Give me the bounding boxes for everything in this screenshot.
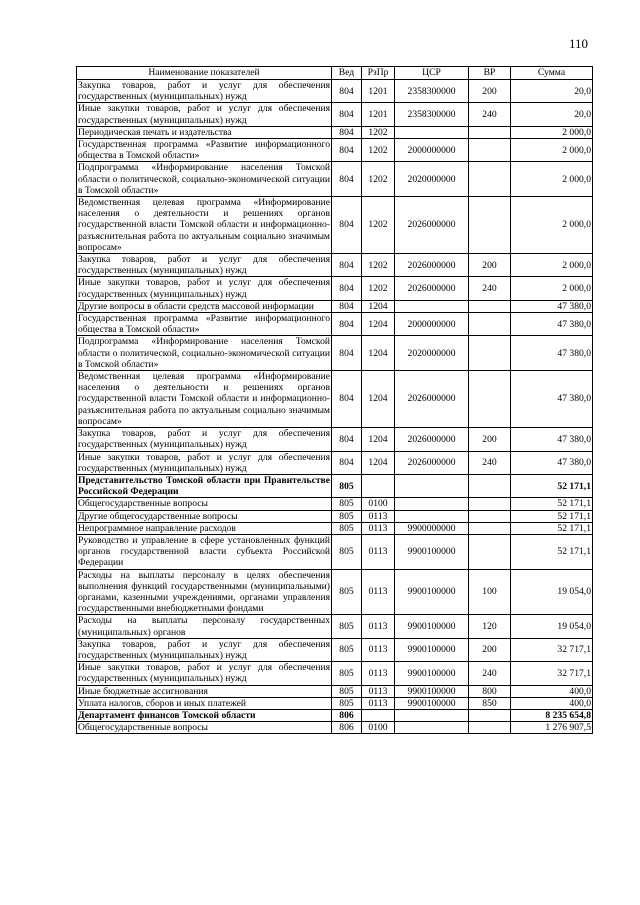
row-sum: 400,0	[511, 697, 593, 709]
row-sum: 47 380,0	[511, 451, 593, 474]
row-sum: 2 000,0	[511, 139, 593, 162]
table-row	[77, 615, 593, 638]
header-name: Наименование показателей	[77, 67, 332, 80]
row-sum: 20,0	[511, 103, 593, 126]
table-row	[77, 522, 593, 534]
row-csr	[395, 126, 469, 138]
row-vr: 200	[469, 254, 511, 277]
table-row	[77, 474, 593, 497]
table-row	[77, 428, 593, 451]
row-sum: 2 000,0	[511, 254, 593, 277]
row-sum: 47 380,0	[511, 300, 593, 312]
row-ved: 804	[332, 126, 362, 138]
row-sum: 2 000,0	[511, 162, 593, 197]
table-body	[77, 80, 593, 734]
row-ved: 804	[332, 371, 362, 428]
row-ved: 804	[332, 428, 362, 451]
row-csr: 9900100000	[395, 638, 469, 661]
row-rzpr: 0113	[362, 569, 395, 615]
row-ved: 805	[332, 498, 362, 510]
row-vr	[469, 313, 511, 336]
row-vr	[469, 498, 511, 510]
row-csr: 2020000000	[395, 336, 469, 371]
row-rzpr: 1204	[362, 336, 395, 371]
row-name: Закупка товаров, работ и услуг для обеспечения государственных (муниципальных) нужд	[78, 428, 330, 451]
row-vr	[469, 139, 511, 162]
row-name: Иные бюджетные ассигнования	[77, 685, 332, 697]
row-csr: 2026000000	[395, 428, 469, 451]
table-row	[77, 510, 593, 522]
row-vr	[469, 197, 511, 254]
row-vr: 240	[469, 662, 511, 685]
row-ved: 804	[332, 277, 362, 300]
row-rzpr: 1204	[362, 371, 395, 428]
table-row	[77, 638, 593, 661]
row-vr	[469, 336, 511, 371]
row-name: Расходы на выплаты персоналу государственных (муниципальных) органов	[78, 615, 330, 638]
row-name: Закупка товаров, работ и услуг для обеспечения государственных (муниципальных) нужд	[78, 254, 330, 277]
row-name: Иные закупки товаров, работ и услуг для обеспечения государственных (муниципальных) нужд	[78, 662, 330, 685]
row-csr: 9900100000	[395, 534, 469, 569]
row-rzpr: 0100	[362, 498, 395, 510]
table-row	[77, 697, 593, 709]
row-ved: 805	[332, 615, 362, 638]
row-sum: 32 717,1	[511, 638, 593, 661]
row-name: Расходы на выплаты персоналу в целях обеспечения выполнения функций государственными (муниципальными) органами, казенными учреждениями, органами управления государственными внебюджетными фондами	[78, 569, 330, 615]
row-csr: 9900100000	[395, 615, 469, 638]
table-row	[77, 722, 593, 734]
row-sum: 400,0	[511, 685, 593, 697]
row-name: Общегосударственные вопросы	[77, 722, 332, 734]
row-rzpr: 1202	[362, 139, 395, 162]
row-ved: 804	[332, 254, 362, 277]
row-rzpr	[362, 474, 395, 497]
row-csr	[395, 498, 469, 510]
row-rzpr: 1204	[362, 300, 395, 312]
table-row	[77, 685, 593, 697]
row-ved: 805	[332, 569, 362, 615]
row-csr: 2026000000	[395, 371, 469, 428]
row-ved: 806	[332, 709, 362, 721]
row-ved: 805	[332, 697, 362, 709]
row-rzpr: 1201	[362, 103, 395, 126]
row-vr: 850	[469, 697, 511, 709]
row-ved: 804	[332, 336, 362, 371]
table-row	[77, 534, 593, 569]
row-ved: 805	[332, 522, 362, 534]
row-vr	[469, 722, 511, 734]
row-vr: 120	[469, 615, 511, 638]
row-sum: 2 000,0	[511, 277, 593, 300]
header-csr: ЦСР	[395, 67, 469, 80]
row-sum: 20,0	[511, 80, 593, 103]
row-ved: 805	[332, 474, 362, 497]
row-csr	[395, 300, 469, 312]
table-row	[77, 336, 593, 371]
row-name: Закупка товаров, работ и услуг для обеспечения государственных (муниципальных) нужд	[78, 80, 330, 103]
header-vr: ВР	[469, 67, 511, 80]
budget-table	[76, 66, 593, 734]
table-row	[77, 451, 593, 474]
row-name: Другие общегосударственные вопросы	[77, 510, 332, 522]
row-sum: 8 235 654,8	[511, 709, 593, 721]
row-rzpr: 1202	[362, 126, 395, 138]
row-name: Департамент финансов Томской области	[77, 709, 332, 721]
row-vr: 240	[469, 451, 511, 474]
row-rzpr: 0113	[362, 662, 395, 685]
row-csr: 9900100000	[395, 662, 469, 685]
row-sum: 19 054,0	[511, 569, 593, 615]
row-ved: 804	[332, 313, 362, 336]
row-rzpr: 1204	[362, 451, 395, 474]
row-vr	[469, 510, 511, 522]
table-row	[77, 709, 593, 721]
row-rzpr: 0113	[362, 510, 395, 522]
table-row	[77, 103, 593, 126]
row-csr: 9900000000	[395, 522, 469, 534]
table-row	[77, 313, 593, 336]
row-ved: 804	[332, 300, 362, 312]
row-sum: 1 276 907,5	[511, 722, 593, 734]
row-name: Подпрограмма «Информирование населения Томской области о политической, социально-экономической ситуации в Томской области»	[78, 162, 330, 196]
row-sum: 52 171,1	[511, 510, 593, 522]
row-vr: 100	[469, 569, 511, 615]
row-name: Руководство и управление в сфере установленных функций органов государственной власти субъекта Российской Федерации	[78, 534, 330, 569]
row-ved: 805	[332, 534, 362, 569]
row-rzpr: 1204	[362, 313, 395, 336]
table-row	[77, 139, 593, 162]
row-csr: 2358300000	[395, 103, 469, 126]
table-row	[77, 371, 593, 428]
row-vr	[469, 709, 511, 721]
row-csr: 2026000000	[395, 277, 469, 300]
row-csr: 2020000000	[395, 162, 469, 197]
table-row	[77, 162, 593, 197]
table-header-row	[77, 67, 593, 80]
header-ved: Вед	[332, 67, 362, 80]
row-csr	[395, 722, 469, 734]
row-ved: 806	[332, 722, 362, 734]
table-row	[77, 80, 593, 103]
row-ved: 804	[332, 103, 362, 126]
row-rzpr: 1202	[362, 162, 395, 197]
header-sum: Сумма	[511, 67, 593, 80]
row-vr	[469, 300, 511, 312]
row-ved: 805	[332, 510, 362, 522]
row-ved: 805	[332, 685, 362, 697]
row-rzpr: 0113	[362, 638, 395, 661]
row-name: Ведомственная целевая программа «Информирование населения о деятельности и решениях органов государственной власти Томской области и информационно-разъяснительная работа по актуальным социально значимым вопросам»	[78, 197, 330, 253]
row-csr: 2026000000	[395, 451, 469, 474]
row-sum: 52 171,1	[511, 534, 593, 569]
table-row	[77, 300, 593, 312]
row-name: Представительство Томской области при Правительстве Российской Федерации	[78, 474, 330, 498]
row-rzpr: 1201	[362, 80, 395, 103]
page-number: 110	[568, 36, 588, 51]
row-vr: 240	[469, 277, 511, 300]
row-name: Иные закупки товаров, работ и услуг для обеспечения государственных (муниципальных) нужд	[78, 277, 330, 300]
row-name: Общегосударственные вопросы	[77, 498, 332, 510]
row-name: Другие вопросы в области средств массовой информации	[77, 300, 332, 312]
table-row	[77, 126, 593, 138]
row-name: Ведомственная целевая программа «Информирование населения о деятельности и решениях органов государственной власти Томской области и информационно-разъяснительная работа по актуальным социально значимым вопросам»	[78, 371, 330, 427]
row-csr: 9900100000	[395, 697, 469, 709]
row-csr: 9900100000	[395, 569, 469, 615]
row-sum: 2 000,0	[511, 126, 593, 138]
row-name: Уплата налогов, сборов и иных платежей	[77, 697, 332, 709]
row-vr: 200	[469, 80, 511, 103]
row-vr: 200	[469, 638, 511, 661]
row-sum: 47 380,0	[511, 428, 593, 451]
row-csr	[395, 474, 469, 497]
row-name: Государственная программа «Развитие информационного общества в Томской области»	[78, 313, 330, 336]
row-csr	[395, 510, 469, 522]
row-sum: 52 171,1	[511, 522, 593, 534]
table-row	[77, 498, 593, 510]
row-ved: 804	[332, 197, 362, 254]
row-ved: 804	[332, 451, 362, 474]
row-vr	[469, 522, 511, 534]
row-sum: 47 380,0	[511, 371, 593, 428]
row-sum: 19 054,0	[511, 615, 593, 638]
row-rzpr: 0113	[362, 685, 395, 697]
row-rzpr: 0100	[362, 722, 395, 734]
row-rzpr	[362, 709, 395, 721]
table-row	[77, 197, 593, 254]
row-sum: 47 380,0	[511, 336, 593, 371]
row-vr	[469, 534, 511, 569]
row-name: Непрограммное направление расходов	[77, 522, 332, 534]
header-rzpr: РзПр	[362, 67, 395, 80]
row-vr: 800	[469, 685, 511, 697]
row-sum: 2 000,0	[511, 197, 593, 254]
row-sum: 52 171,1	[511, 474, 593, 497]
row-vr	[469, 371, 511, 428]
row-ved: 804	[332, 162, 362, 197]
row-csr: 2026000000	[395, 197, 469, 254]
row-vr: 240	[469, 103, 511, 126]
row-sum: 52 171,1	[511, 498, 593, 510]
row-vr	[469, 126, 511, 138]
row-sum: 32 717,1	[511, 662, 593, 685]
row-rzpr: 1202	[362, 254, 395, 277]
row-vr	[469, 162, 511, 197]
row-rzpr: 0113	[362, 615, 395, 638]
table-row	[77, 662, 593, 685]
row-rzpr: 1202	[362, 197, 395, 254]
row-csr: 2000000000	[395, 139, 469, 162]
row-rzpr: 0113	[362, 522, 395, 534]
row-name: Государственная программа «Развитие информационного общества в Томской области»	[78, 139, 330, 162]
table-row	[77, 277, 593, 300]
row-csr: 2000000000	[395, 313, 469, 336]
row-rzpr: 0113	[362, 697, 395, 709]
row-rzpr: 1204	[362, 428, 395, 451]
row-rzpr: 0113	[362, 534, 395, 569]
row-ved: 804	[332, 80, 362, 103]
row-csr: 2358300000	[395, 80, 469, 103]
row-csr: 9900100000	[395, 685, 469, 697]
row-name: Закупка товаров, работ и услуг для обеспечения государственных (муниципальных) нужд	[78, 638, 330, 661]
row-sum: 47 380,0	[511, 313, 593, 336]
row-vr: 200	[469, 428, 511, 451]
row-name: Периодическая печать и издательства	[77, 126, 332, 138]
row-csr	[395, 709, 469, 721]
row-rzpr: 1202	[362, 277, 395, 300]
row-vr	[469, 474, 511, 497]
row-name: Иные закупки товаров, работ и услуг для обеспечения государственных (муниципальных) нужд	[78, 451, 330, 474]
table-row	[77, 254, 593, 277]
row-ved: 804	[332, 139, 362, 162]
table-row	[77, 569, 593, 615]
row-ved: 805	[332, 662, 362, 685]
row-ved: 805	[332, 638, 362, 661]
row-name: Подпрограмма «Информирование населения Томской области о политической, социально-экономической ситуации в Томской области»	[78, 336, 330, 370]
row-name: Иные закупки товаров, работ и услуг для обеспечения государственных (муниципальных) нужд	[78, 103, 330, 126]
row-csr: 2026000000	[395, 254, 469, 277]
